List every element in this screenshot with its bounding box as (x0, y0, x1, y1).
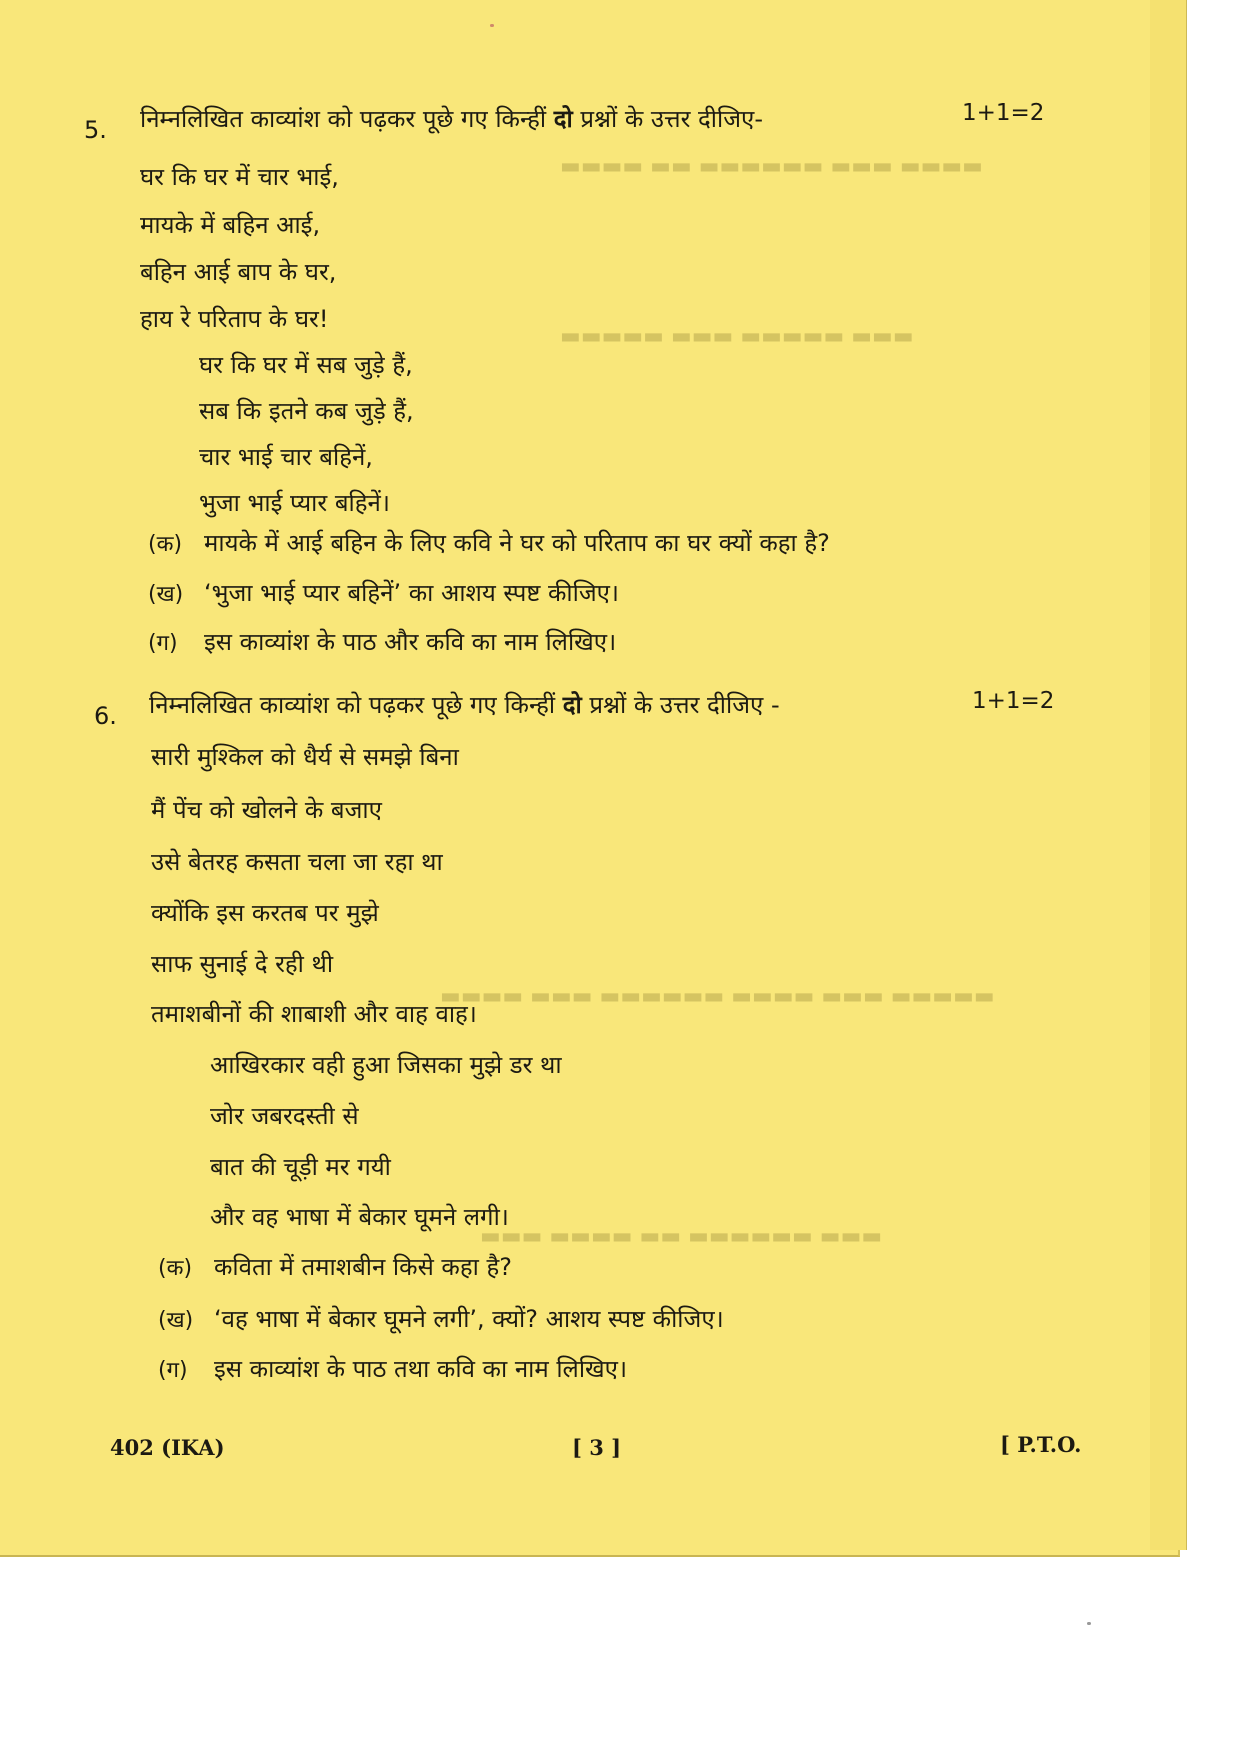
sub-question (148, 625, 616, 658)
poem-line: क्योंकि इस करतब पर मुझे (151, 899, 379, 927)
sub-question-label: (ग) (148, 631, 178, 656)
scan-speck (490, 24, 494, 27)
page-edge (1150, 0, 1187, 1550)
poem-line: सारी मुश्किल को धैर्य से समझे बिना (151, 743, 459, 771)
scan-speck (1087, 1622, 1091, 1625)
poem-line: हाय रे परिताप के घर! (140, 305, 329, 333)
sub-question-label: (क) (158, 1256, 193, 1281)
poem-line: मैं पेंच को खोलने के बजाए (151, 796, 382, 824)
poem-line: आखिरकार वही हुआ जिसका मुझे डर था (210, 1051, 562, 1079)
sub-question (158, 1352, 627, 1385)
sub-question (148, 526, 830, 559)
question-number: 6. (94, 702, 117, 730)
bleed-through-texture: ▬▬▬▬ ▬▬▬ ▬▬▬▬▬▬ ▬▬ ▬▬▬▬ (560, 154, 983, 179)
instruction-text: निम्नलिखित काव्यांश को पढ़कर पूछे गए किन्हीं (149, 691, 563, 719)
bleed-through-texture: ▬▬▬ ▬▬▬▬▬▬ ▬▬ ▬▬▬▬ ▬▬▬ (480, 1224, 883, 1249)
bleed-through-texture: ▬▬▬▬▬ ▬▬▬ ▬▬▬▬ ▬▬▬▬▬▬ ▬▬▬ ▬▬▬▬ (440, 984, 995, 1009)
sub-question-text: इस काव्यांश के पाठ और कवि का नाम लिखिए। (204, 628, 617, 656)
poem-line: भुजा भाई प्यार बहिनें। (199, 489, 390, 517)
sub-question-label: (क) (148, 532, 183, 557)
poem-line: तमाशबीनों की शाबाशी और वाह वाह। (151, 1000, 477, 1028)
poem-line: उसे बेतरह कसता चला जा रहा था (151, 848, 443, 876)
page-number: [ 3 ] (572, 1435, 622, 1460)
sub-question (148, 576, 619, 609)
instruction-emphasis: दो (553, 105, 573, 133)
marks-label: 1+1=2 (972, 688, 1055, 714)
poem-line: घर कि घर में चार भाई, (140, 163, 339, 191)
question-instruction (149, 688, 780, 721)
sub-question-text: ‘भुजा भाई प्यार बहिनें’ का आशय स्पष्ट कीजिए। (204, 579, 620, 607)
marks-label: 1+1=2 (962, 100, 1045, 126)
instruction-text: निम्नलिखित काव्यांश को पढ़कर पूछे गए किन्हीं (140, 105, 554, 133)
question-number: 5. (84, 116, 107, 144)
instruction-emphasis: दो (562, 691, 582, 719)
sub-question-text: कविता में तमाशबीन किसे कहा है? (214, 1253, 512, 1281)
poem-line: साफ सुनाई दे रही थी (151, 950, 334, 978)
poem-line: सब कि इतने कब जुड़े हैं, (199, 397, 414, 425)
sub-question (158, 1302, 724, 1335)
instruction-text: प्रश्नों के उत्तर दीजिए- (572, 105, 763, 133)
poem-line: चार भाई चार बहिनें, (199, 443, 373, 471)
sub-question-label: (ग) (158, 1358, 188, 1383)
sub-question-label: (ख) (158, 1308, 194, 1333)
poem-line: बात की चूड़ी मर गयी (210, 1153, 391, 1181)
question-instruction (140, 102, 763, 135)
sub-question-label: (ख) (148, 582, 184, 607)
sub-question-text: इस काव्यांश के पाठ तथा कवि का नाम लिखिए। (214, 1355, 628, 1383)
sub-question (158, 1250, 512, 1283)
poem-line: घर कि घर में सब जुड़े हैं, (199, 351, 413, 379)
bleed-through-texture: ▬▬▬ ▬▬▬▬▬ ▬▬▬ ▬▬▬▬▬ (560, 324, 914, 349)
poem-line: बहिन आई बाप के घर, (140, 258, 337, 286)
instruction-text: प्रश्नों के उत्तर दीजिए - (581, 691, 780, 719)
sub-question-text: ‘वह भाषा में बेकार घूमने लगी’, क्यों? आशय स्पष्ट कीजिए। (214, 1305, 724, 1333)
poem-line: और वह भाषा में बेकार घूमने लगी। (210, 1203, 509, 1231)
pto-label: [ P.T.O. (1000, 1432, 1082, 1457)
sub-question-text: मायके में आई बहिन के लिए कवि ने घर को परिताप का घर क्यों कहा है? (204, 529, 830, 557)
paper-code: 402 (IKA) (110, 1435, 225, 1460)
poem-line: मायके में बहिन आई, (140, 211, 321, 239)
poem-line: जोर जबरदस्ती से (210, 1102, 359, 1130)
